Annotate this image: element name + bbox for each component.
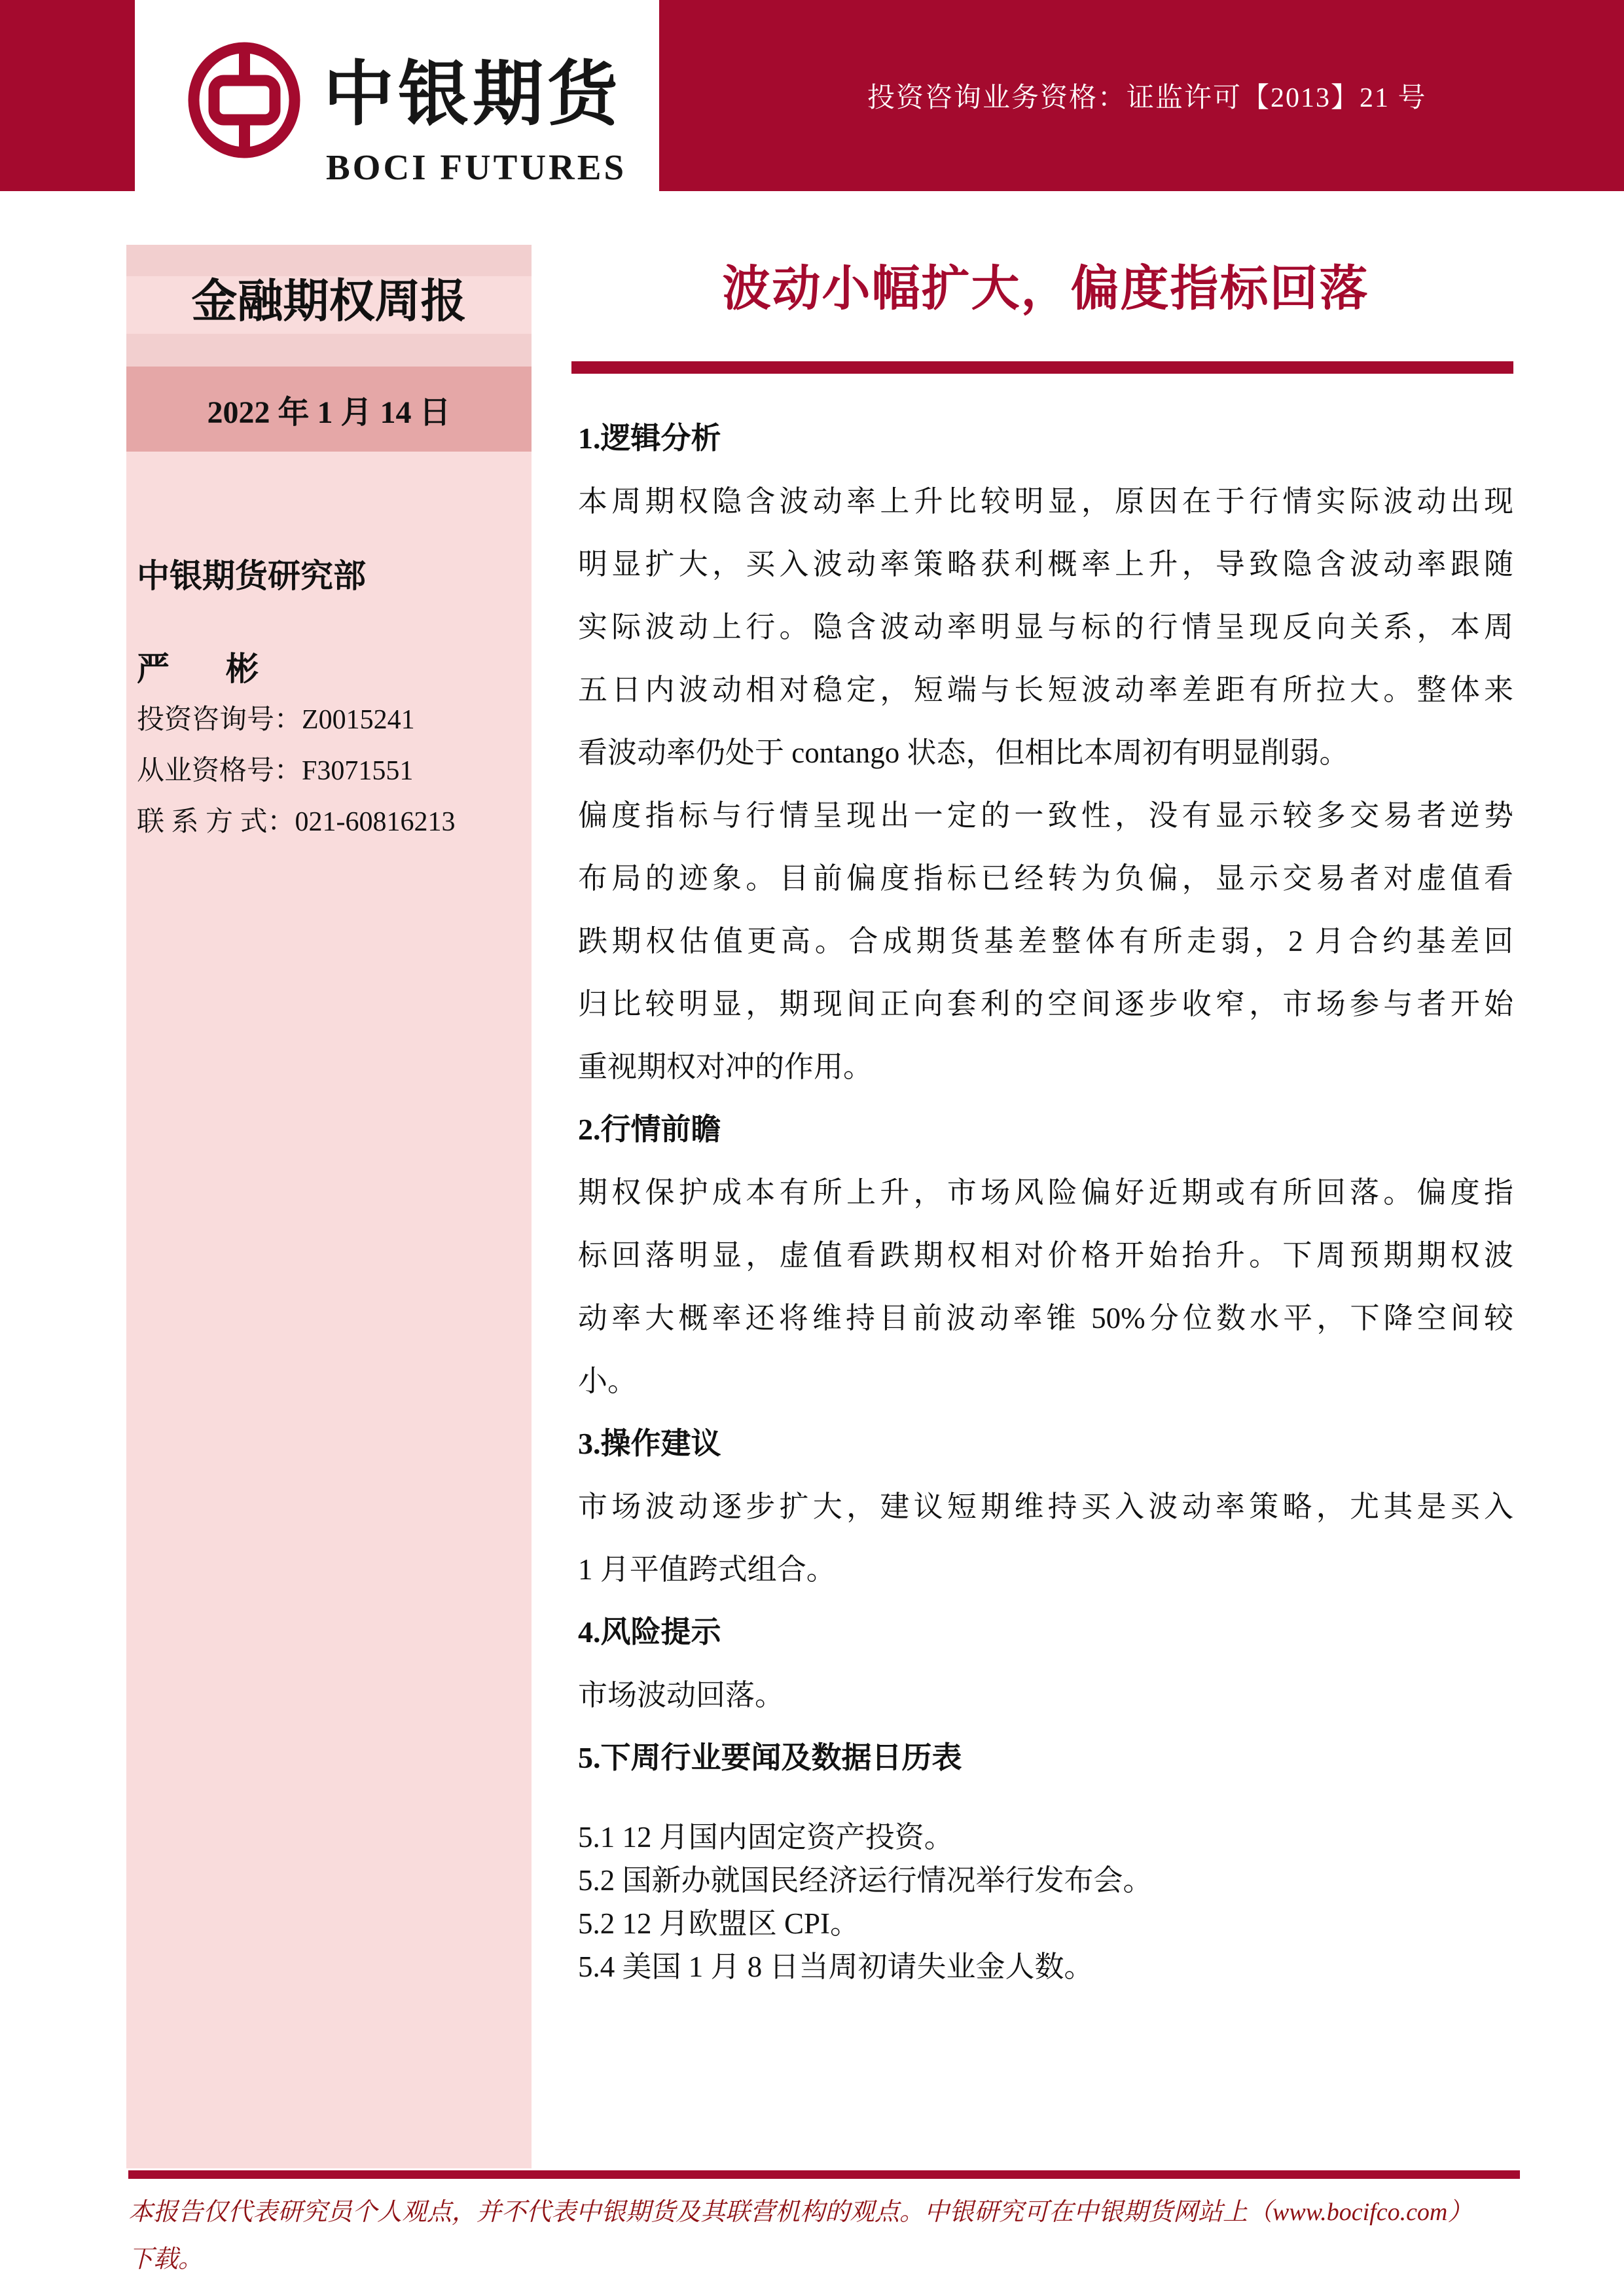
report-headline: 波动小幅扩大，偏度指标回落 — [722, 262, 1369, 316]
report-section — [578, 1727, 1513, 1988]
calendar-item: 5.2 12 月欧盟区 CPI。 — [578, 1907, 860, 1940]
body-line: 偏度指标与行情呈现出一定的一致性，没有显示较多交易者逆势 — [578, 799, 1513, 832]
calendar-item: 5.2 国新办就国民经济运行情况举行发布会。 — [578, 1864, 1153, 1897]
disclaimer-line: 下载。 — [128, 2246, 204, 2273]
sidebar-band-mid — [126, 334, 532, 367]
credential-label: 从业资格号： — [137, 756, 302, 786]
date-band — [126, 367, 532, 452]
title-divider — [571, 361, 1513, 374]
disclaimer-text — [128, 2189, 1536, 2283]
boc-emblem-icon — [188, 42, 300, 162]
corner-accent-block — [0, 0, 135, 191]
body-line: 市场波动逐步扩大，建议短期维持买入波动率策略，尤其是买入 — [578, 1490, 1513, 1523]
credential-value: 021-60816213 — [295, 807, 456, 837]
qualification-text: 投资咨询业务资格：证监许可【2013】21 号 — [867, 83, 1427, 113]
calendar-item: 5.1 12 月国内固定资产投资。 — [578, 1821, 954, 1854]
body-line: 标回落明显，虚值看跌期权相对价格开始抬升。下周预期期权波 — [578, 1239, 1513, 1272]
report-type-title: 金融期权周报 — [191, 277, 467, 327]
report-date: 2022 年 1 月 14 日 — [207, 395, 451, 430]
credential-list — [137, 694, 456, 848]
body-line: 布局的迹象。目前偏度指标已经转为负偏，显示交易者对虚值看 — [578, 862, 1513, 895]
body-line: 本周期权隐含波动率上升比较明显，原因在于行情实际波动出现 — [578, 485, 1513, 518]
analyst-name: 严 彬 — [137, 651, 270, 687]
report-section — [578, 407, 1513, 1098]
section-heading: 5.下周行业要闻及数据日历表 — [578, 1741, 962, 1774]
credential-label: 联 系 方 式： — [137, 807, 295, 837]
section-heading: 2.行情前瞻 — [578, 1113, 721, 1146]
disclaimer-line: 本报告仅代表研究员个人观点，并不代表中银期货及其联营机构的观点。中银研究可在中银期货网站上（www.bocifco.com） — [128, 2198, 1473, 2226]
credential-row — [137, 745, 456, 797]
calendar-list — [578, 1816, 1513, 1988]
body-line: 1 月平值跨式组合。 — [578, 1553, 836, 1586]
body-line: 市场波动回落。 — [578, 1679, 785, 1712]
body-line: 明显扩大，买入波动率策略获利概率上升，导致隐含波动率跟随 — [578, 548, 1513, 581]
credential-value: Z0015241 — [302, 705, 415, 735]
body-line: 重视期权对冲的作用。 — [578, 1050, 873, 1083]
department-name: 中银期货研究部 — [137, 558, 366, 594]
body-line: 看波动率仍处于 contango 状态，但相比本周初有明显削弱。 — [578, 736, 1349, 769]
credential-value: F3071551 — [302, 756, 414, 786]
logo-cn-text: 中银期货 — [323, 56, 623, 134]
body-line: 小。 — [578, 1365, 638, 1397]
sidebar — [126, 245, 532, 2168]
section-heading: 1.逻辑分析 — [578, 422, 721, 455]
section-heading: 3.操作建议 — [578, 1427, 721, 1460]
body-line: 五日内波动相对稳定，短端与长短波动率差距有所拉大。整体来 — [578, 673, 1513, 706]
report-section — [578, 1098, 1513, 1412]
qualification-banner — [659, 0, 1624, 191]
report-section — [578, 1601, 1513, 1727]
body-line: 动率大概率还将维持目前波动率锥 50%分位数水平，下降空间较 — [578, 1302, 1513, 1335]
report-body — [578, 407, 1513, 1988]
body-line: 期权保护成本有所上升，市场风险偏好近期或有所回落。偏度指 — [578, 1176, 1513, 1209]
credential-row — [137, 797, 456, 848]
logo-en-text: BOCI FUTURES — [326, 147, 627, 187]
body-line: 归比较明显，期现间正向套利的空间逐步收窄，市场参与者开始 — [578, 988, 1513, 1020]
calendar-item: 5.4 美国 1 月 8 日当周初请失业金人数。 — [578, 1950, 1094, 1983]
credential-row — [137, 694, 456, 745]
credential-label: 投资咨询号： — [137, 705, 302, 735]
report-section — [578, 1412, 1513, 1601]
body-line: 跌期权估值更高。合成期货基差整体有所走弱，2 月合约基差回 — [578, 925, 1513, 958]
section-heading: 4.风险提示 — [578, 1615, 721, 1649]
body-line: 实际波动上行。隐含波动率明显与标的行情呈现反向关系，本周 — [578, 611, 1513, 643]
footer-divider — [128, 2170, 1520, 2179]
